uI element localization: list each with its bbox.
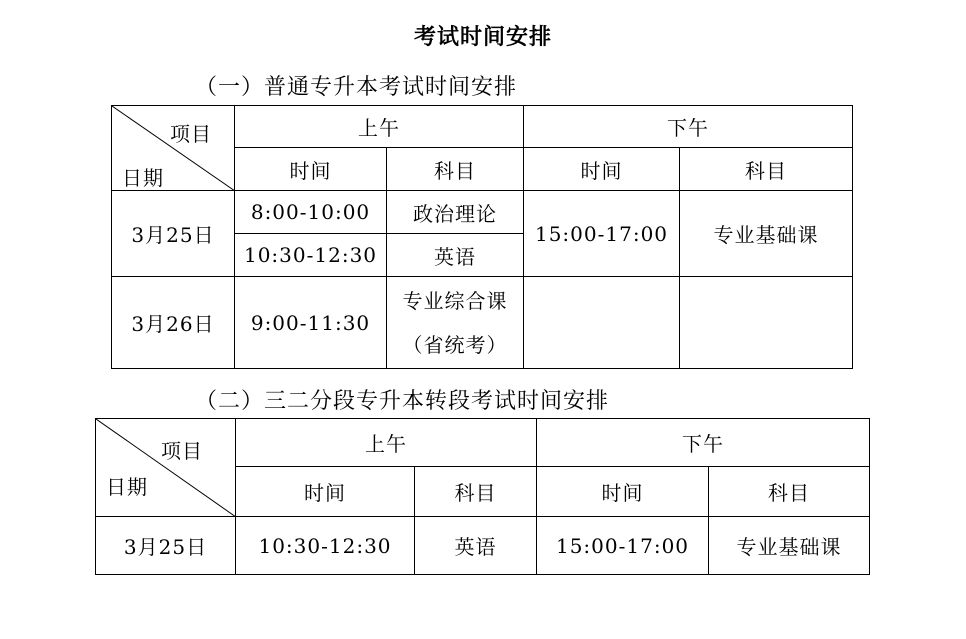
date-label: 日期 [122, 166, 164, 190]
am-subject-cell: 政治理论 [387, 191, 524, 234]
am-subject-header: 科目 [415, 467, 537, 517]
am-subject-cell: 英语 [415, 517, 537, 575]
am-time-header: 时间 [236, 467, 415, 517]
pm-subject-cell: 专业基础课 [680, 191, 853, 277]
am-subject-line-2: （省统考） [402, 332, 508, 357]
pm-time-header: 时间 [524, 148, 680, 191]
morning-header: 上午 [235, 106, 524, 148]
item-label: 项目 [170, 122, 212, 146]
item-label: 项目 [161, 439, 203, 463]
date-cell: 3月26日 [112, 277, 235, 369]
am-subject-cell: 英语 [387, 234, 524, 277]
pm-subject-cell [680, 277, 853, 369]
date-cell: 3月25日 [96, 517, 236, 575]
pm-time-cell [524, 277, 680, 369]
corner-header-cell [96, 419, 236, 517]
corner-header-cell [112, 106, 235, 191]
afternoon-header: 下午 [537, 419, 870, 467]
pm-time-header: 时间 [537, 467, 709, 517]
am-subject-cell [387, 277, 524, 369]
am-time-header: 时间 [235, 148, 387, 191]
pm-subject-header: 科目 [709, 467, 870, 517]
am-subject-header: 科目 [387, 148, 524, 191]
am-time-cell: 9:00-11:30 [235, 277, 387, 369]
afternoon-header: 下午 [524, 106, 853, 148]
section-2-title: （二）三二分段专升本转段考试时间安排 [195, 389, 610, 414]
am-time-cell: 10:30-12:30 [236, 517, 415, 575]
pm-subject-header: 科目 [680, 148, 853, 191]
pm-time-cell: 15:00-17:00 [524, 191, 680, 277]
exam-schedule-table-2 [95, 418, 870, 575]
page-title: 考试时间安排 [413, 25, 552, 50]
exam-schedule-table-1 [111, 105, 853, 369]
am-time-cell: 8:00-10:00 [235, 191, 387, 234]
section-1-title: （一）普通专升本考试时间安排 [195, 75, 518, 100]
date-label: 日期 [106, 475, 148, 499]
am-subject-line-1: 专业综合课 [402, 288, 508, 313]
diagonal-divider [96, 419, 236, 517]
am-time-cell: 10:30-12:30 [235, 234, 387, 277]
pm-subject-cell: 专业基础课 [709, 517, 870, 575]
morning-header: 上午 [236, 419, 537, 467]
date-cell: 3月25日 [112, 191, 235, 277]
pm-time-cell: 15:00-17:00 [537, 517, 709, 575]
